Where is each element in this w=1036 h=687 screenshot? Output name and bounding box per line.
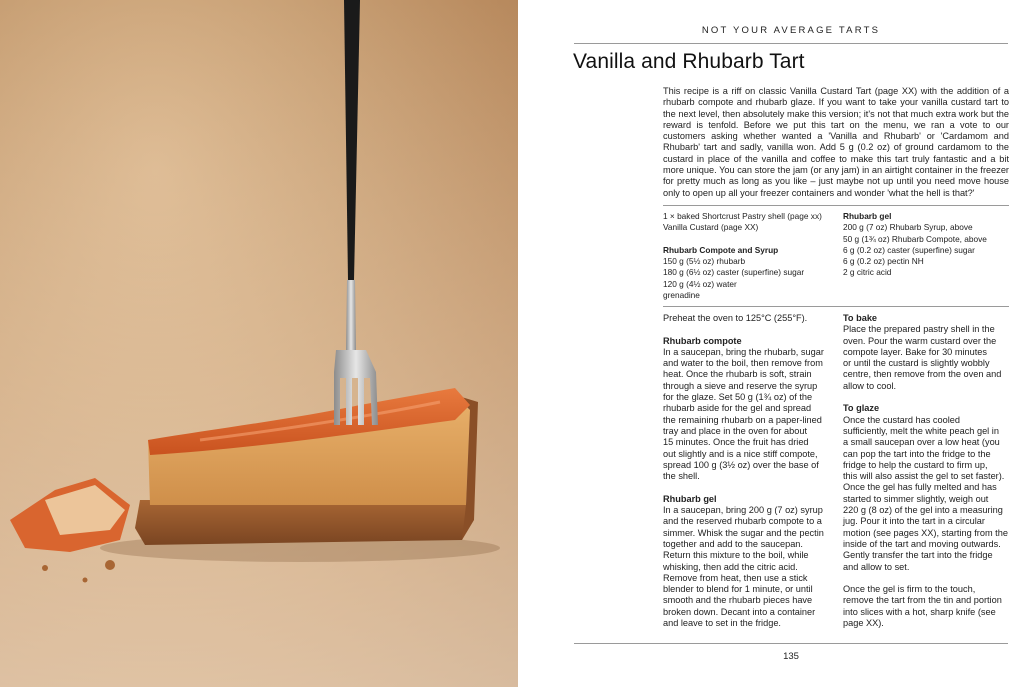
method-line: and leave to set in the fridge. — [663, 618, 781, 629]
ingredient-line: 50 g (1¾ oz) Rhubarb Compote, above — [843, 233, 987, 244]
ingredient-line: Vanilla Custard (page XX) — [663, 222, 759, 233]
method-line: spread 100 g (3½ oz) over the base of — [663, 459, 819, 470]
method-final-text — [843, 584, 1015, 629]
crumb-bit — [105, 560, 115, 570]
ingredient-line: 180 g (6½ oz) caster (superfine) sugar — [663, 267, 805, 278]
method-line: fridge to help the custard to firm up, — [843, 459, 988, 470]
method-line: inside of the tart and moving outwards. — [843, 538, 1001, 549]
method-line: jug. Pour it into the tart in a circular — [843, 516, 985, 527]
method-heading: To bake — [843, 313, 878, 323]
method-compote-text — [663, 347, 835, 483]
method-line: Once the gel is firm to the touch, — [843, 584, 976, 595]
method-line: and water to the boil, then remove from — [663, 358, 823, 369]
method-line: allow to cool. — [843, 380, 897, 391]
ingredient-line: 6 g (0.2 oz) caster (superfine) sugar — [843, 244, 975, 255]
method-line: sufficiently, melt the white peach gel in — [843, 425, 999, 436]
ingredients-rule-bottom — [663, 306, 1009, 307]
bottom-rule — [574, 643, 1008, 644]
method-line: Return this mixture to the boil, while — [663, 550, 809, 561]
ingredient-heading: Rhubarb gel — [843, 211, 892, 221]
method-line: remove the tart from the tin and portion — [843, 595, 1002, 606]
method-line: motion (see pages XX), starting from the — [843, 527, 1008, 538]
method-line: and the reserved rhubarb compote to a — [663, 516, 822, 527]
method-line: oven. Pour the warm custard over the — [843, 335, 997, 346]
method-line: In a saucepan, bring the rhubarb, sugar — [663, 346, 824, 357]
ingredient-line: 200 g (7 oz) Rhubarb Syrup, above — [843, 222, 973, 233]
method-heading: Rhubarb compote — [663, 335, 742, 346]
method-line: Gently transfer the tart into the fridge — [843, 550, 993, 561]
method-line: heat. Once the rhubarb is soft, strain — [663, 369, 812, 380]
method-line: In a saucepan, bring 200 g (7 oz) syrup — [663, 505, 823, 516]
method-line: 220 g (8 oz) of the gel into a measuring — [843, 505, 1003, 516]
ingredient-line: 6 g (0.2 oz) pectin NH — [843, 256, 924, 267]
method-line: 15 minutes. Once the fruit has dried — [663, 437, 809, 448]
ingredient-line: 150 g (5½ oz) rhubarb — [663, 256, 746, 267]
tart-crust — [135, 500, 470, 545]
method-line: smooth and the rhubarb pieces have — [663, 595, 813, 606]
method-bake-text — [843, 324, 1015, 392]
ingredient-heading: Rhubarb Compote and Syrup — [663, 244, 779, 255]
top-rule — [574, 43, 1008, 44]
recipe-page — [518, 0, 1036, 687]
method-line: the remaining rhubarb on a paper-lined — [663, 414, 822, 425]
method-heading: To glaze — [843, 403, 880, 414]
ingredient-line: grenadine — [663, 290, 700, 301]
fork-handle — [344, 0, 360, 280]
method-line: simmer. Whisk the sugar and the pectin — [663, 527, 824, 538]
method-line: centre, then remove from the oven and — [843, 369, 1002, 380]
running-head: NOT YOUR AVERAGE TARTS — [701, 25, 881, 36]
method-line: together and add to the saucepan. — [663, 538, 803, 549]
method-line: a small saucepan over a low heat (you — [843, 437, 1000, 448]
method-line: broken down. Decant into a container — [663, 606, 816, 617]
method-left — [663, 313, 835, 629]
method-preheat: Preheat the oven to 125°C (255°F). — [663, 313, 808, 323]
method-heading: Rhubarb gel — [663, 493, 717, 504]
ingredients-right — [843, 211, 1009, 279]
method-line: or until the custard is slightly wobbly — [843, 358, 990, 369]
ingredient-line: 2 g citric acid — [843, 267, 892, 278]
method-line: through a sieve and reserve the syrup — [663, 380, 818, 391]
method-glaze-text — [843, 415, 1015, 573]
method-line: blender to blend for 1 minute, or until — [663, 584, 813, 595]
method-right — [843, 313, 1015, 629]
method-line: the shell. — [663, 471, 700, 482]
method-line: Place the prepared pastry shell in the — [843, 324, 995, 335]
ingredient-line: 120 g (4½ oz) water — [663, 278, 737, 289]
method-line: rhubarb aside for the gel and spread — [663, 403, 812, 414]
method-gel-text — [663, 505, 835, 629]
recipe-intro: This recipe is a riff on classic Vanilla Custard Tart (page XX) with the addition of a rhubarb compote and rhubarb glaze. If you want to take your vanilla custard tart to the next level, then absolutely make this version; it's not that much extra work but the reward is tenfold. Before we put this tart on the menu, we ran a vote to our customers asking whether wanted a 'Vanilla and Rhubarb' or 'Cardamom and Rhubarb' tart and sadly, vanilla won. Add 5 g (0.2 oz) of ground cardamom to the custard in place of the vanilla and coffee to make this tart truly fantastic and a bit more unique. You can store the jam (or any jam) in an airtight container in the freezer for pretty much as long as you like – just maybe not up until you need move house only to open up all your freezer containers and wonder 'what the hell is that?' — [663, 86, 1009, 198]
method-line: started to simmer slightly, weigh out — [843, 493, 989, 504]
method-line: tray and place in the oven for about — [663, 425, 808, 436]
method-line: for the glaze. Set 50 g (1¾ oz) of the — [663, 392, 813, 403]
method-line: can pop the tart into the fridge to the — [843, 448, 991, 459]
method-line: Remove from heat, then use a stick — [663, 572, 808, 583]
method-line: this will also assist the gel to set faster). — [843, 471, 1005, 482]
page-number: 135 — [783, 651, 799, 662]
method-line: Once the gel has fully melted and has — [843, 482, 997, 493]
method-line: page XX). — [843, 618, 884, 629]
method-line: and allow to set. — [843, 561, 910, 572]
crumb-bit — [42, 565, 48, 571]
ingredients-rule-top — [663, 205, 1009, 206]
crumb-bit — [83, 578, 88, 583]
method-line: Once the custard has cooled — [843, 414, 960, 425]
method-line: into slices with a hot, sharp knife (see — [843, 606, 996, 617]
fork-neck — [346, 280, 356, 350]
ingredient-line: 1 × baked Shortcrust Pastry shell (page xx) — [663, 211, 822, 221]
recipe-title: Vanilla and Rhubarb Tart — [573, 50, 805, 73]
method-line: compote layer. Bake for 30 minutes — [843, 346, 988, 357]
ingredients-left — [663, 211, 833, 301]
method-line: out slightly and is a nice stiff compote, — [663, 448, 818, 459]
method-line: whisking, then add the citric acid. — [663, 561, 798, 572]
